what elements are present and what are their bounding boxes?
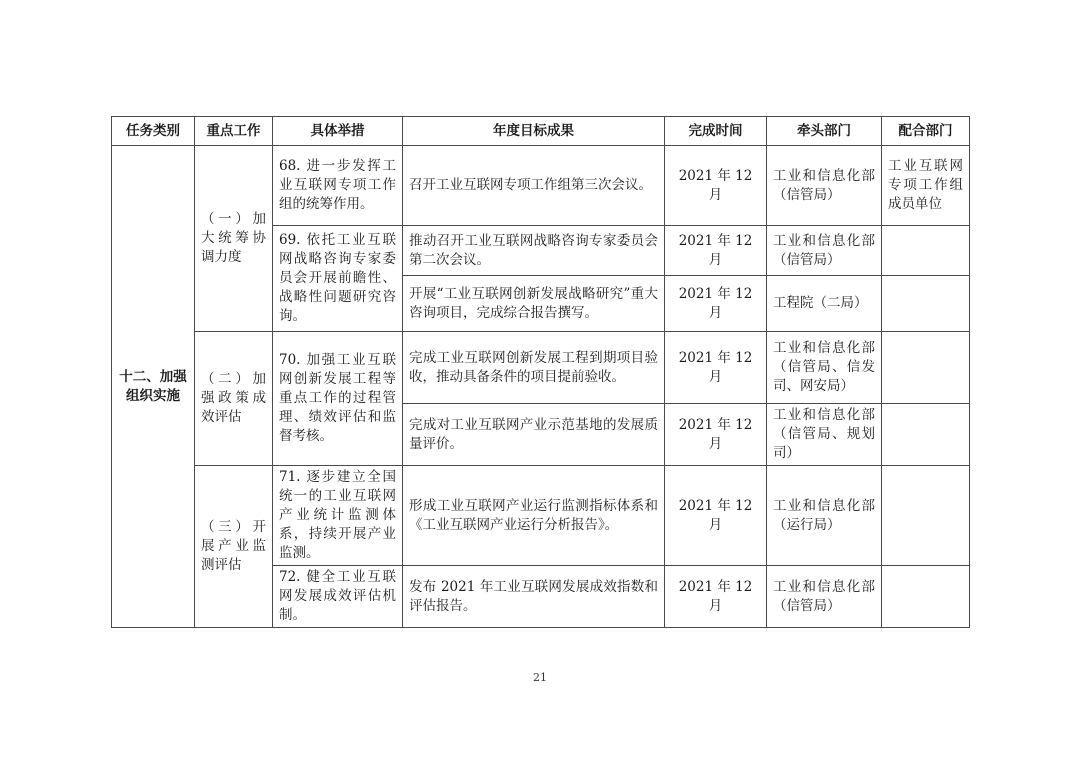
time-cell: 2021 年 12 月 — [665, 332, 767, 404]
measure-cell: 72. 健全工业互联网发展成效评估机制。 — [273, 566, 403, 628]
coop-dept-cell — [882, 566, 970, 628]
goal-cell: 开展“工业互联网创新发展战略研究”重大咨询项目，完成综合报告撰写。 — [403, 276, 665, 332]
page-number: 21 — [533, 671, 547, 684]
coop-dept-cell — [882, 276, 970, 332]
header-row — [112, 117, 970, 146]
key-work-cell: （三）开展产业监测评估 — [195, 466, 273, 628]
lead-dept-cell: 工业和信息化部（信管局） — [767, 226, 882, 276]
goal-cell: 召开工业互联网专项工作组第三次会议。 — [403, 146, 665, 226]
measure-cell: 69. 依托工业互联网战略咨询专家委员会开展前瞻性、战略性问题研究咨询。 — [273, 226, 403, 332]
header-annual-goal: 年度目标成果 — [403, 117, 665, 146]
time-cell: 2021 年 12 月 — [665, 404, 767, 466]
table-row — [112, 146, 970, 226]
time-cell: 2021 年 12 月 — [665, 466, 767, 566]
key-work-cell: （二）加强政策成效评估 — [195, 332, 273, 466]
goal-cell: 完成工业互联网创新发展工程到期项目验收，推动具备条件的项目提前验收。 — [403, 332, 665, 404]
task-table — [111, 116, 970, 628]
time-cell: 2021 年 12 月 — [665, 146, 767, 226]
lead-dept-cell: 工程院（二局） — [767, 276, 882, 332]
coop-dept-cell — [882, 466, 970, 566]
measure-cell: 70. 加强工业互联网创新发展工程等重点工作的过程管理、绩效评估和监督考核。 — [273, 332, 403, 466]
key-work-cell: （一）加大统筹协调力度 — [195, 146, 273, 332]
header-key-work: 重点工作 — [195, 117, 273, 146]
header-task-category: 任务类别 — [112, 117, 195, 146]
lead-dept-cell: 工业和信息化部（运行局） — [767, 466, 882, 566]
coop-dept-cell — [882, 332, 970, 404]
header-lead-dept: 牵头部门 — [767, 117, 882, 146]
coop-dept-cell — [882, 404, 970, 466]
coop-dept-cell: 工业互联网专项工作组成员单位 — [882, 146, 970, 226]
lead-dept-cell: 工业和信息化部（信管局） — [767, 146, 882, 226]
table-row — [112, 466, 970, 566]
header-measures: 具体举措 — [273, 117, 403, 146]
header-coop-dept: 配合部门 — [882, 117, 970, 146]
time-cell: 2021 年 12 月 — [665, 226, 767, 276]
goal-cell: 形成工业互联网产业运行监测指标体系和《工业互联网产业运行分析报告》。 — [403, 466, 665, 566]
goal-cell: 推动召开工业互联网战略咨询专家委员会第二次会议。 — [403, 226, 665, 276]
lead-dept-cell: 工业和信息化部（信管局、规划司） — [767, 404, 882, 466]
lead-dept-cell: 工业和信息化部（信管局、信发司、网安局） — [767, 332, 882, 404]
task-category-cell: 十二、加强组织实施 — [112, 146, 195, 628]
goal-cell: 完成对工业互联网产业示范基地的发展质量评价。 — [403, 404, 665, 466]
measure-cell: 68. 进一步发挥工业互联网专项工作组的统筹作用。 — [273, 146, 403, 226]
goal-cell: 发布 2021 年工业互联网发展成效指数和评估报告。 — [403, 566, 665, 628]
table-row — [112, 332, 970, 404]
header-completion-time: 完成时间 — [665, 117, 767, 146]
time-cell: 2021 年 12 月 — [665, 566, 767, 628]
time-cell: 2021 年 12 月 — [665, 276, 767, 332]
measure-cell: 71. 逐步建立全国统一的工业互联网产业统计监测体系，持续开展产业监测。 — [273, 466, 403, 566]
coop-dept-cell — [882, 226, 970, 276]
lead-dept-cell: 工业和信息化部（信管局） — [767, 566, 882, 628]
